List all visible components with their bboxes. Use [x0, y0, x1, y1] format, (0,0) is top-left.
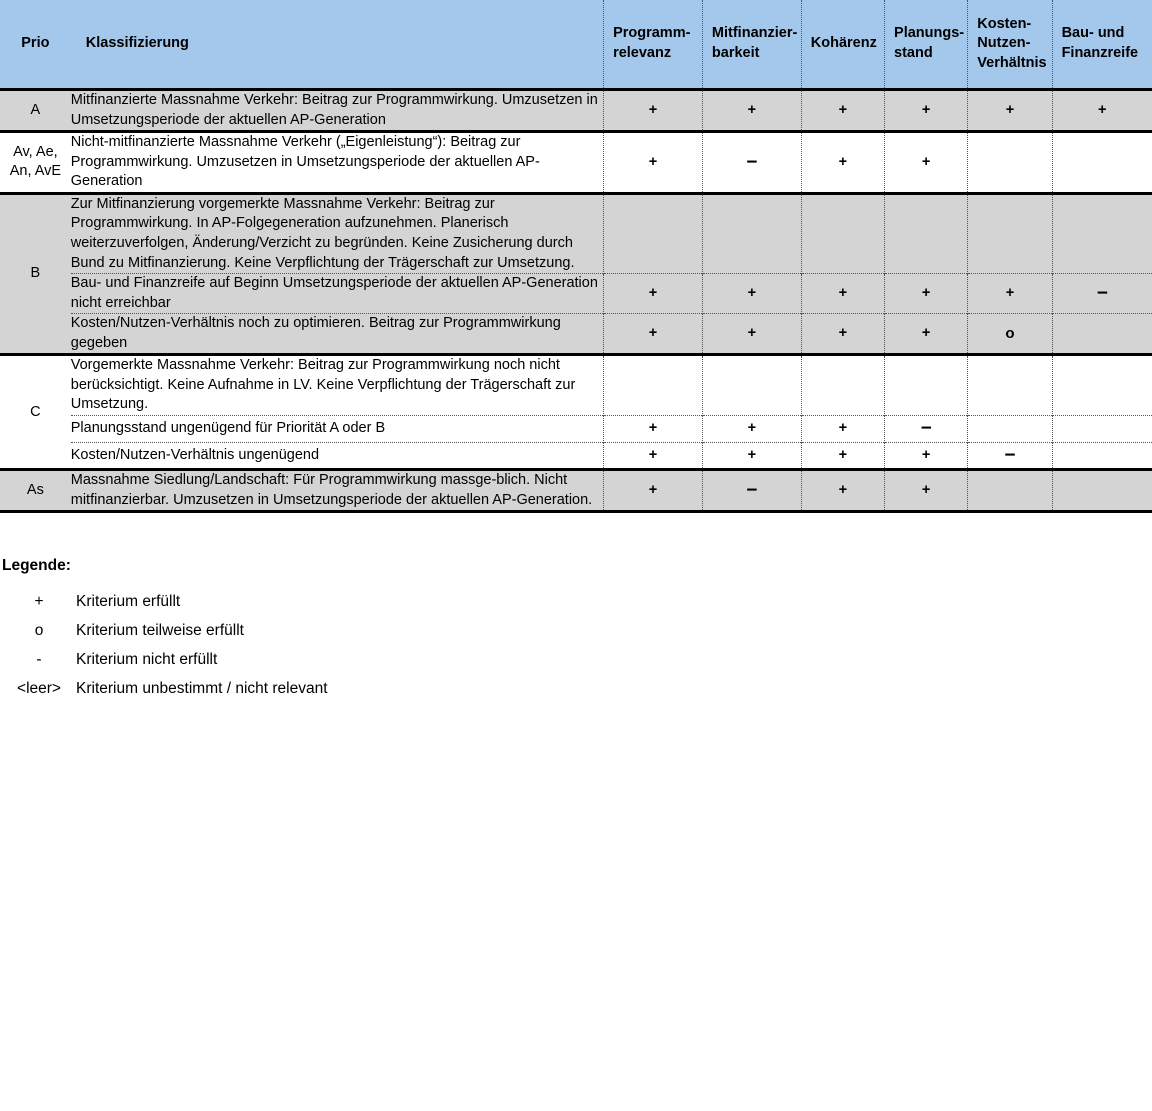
column-header-prio-label: Prio [21, 35, 50, 52]
criterion-mark-cell: − [1052, 274, 1152, 314]
criterion-mark-cell: + [885, 90, 968, 132]
column-header-bau-finanzreife-line1: Bau- und [1061, 25, 1125, 42]
classification-description-cell: Nicht-mitfinanzierte Massnahme Verkehr („Eigenleistung“): Beitrag zur Programmwirkung. Umzusetzen in Umsetzungsperiode der aktuellen AP-Generation [71, 132, 604, 194]
criterion-mark-cell [702, 355, 801, 416]
legend-symbol: <leer> [17, 680, 61, 698]
criterion-mark-cell: + [801, 314, 884, 355]
criterion-mark-cell [1052, 442, 1152, 470]
legend-symbol: - [36, 651, 42, 669]
criterion-mark-cell: + [885, 274, 968, 314]
legend-text: Kriterium erfüllt [76, 593, 181, 611]
criterion-mark-cell: + [968, 90, 1052, 132]
criterion-mark-cell [1052, 132, 1152, 194]
criterion-mark-cell: + [604, 442, 703, 470]
criterion-mark-cell [1052, 470, 1152, 512]
criterion-mark-cell: + [604, 470, 703, 512]
prio-label-line: B [30, 265, 41, 282]
legend-entry [2, 680, 1152, 698]
criterion-mark-cell: + [604, 314, 703, 355]
criterion-mark-cell: + [885, 132, 968, 194]
criterion-mark-cell [968, 193, 1052, 273]
legend-entry [2, 593, 1152, 611]
legend-text: Kriterium nicht erfüllt [76, 651, 218, 669]
column-header-prio [0, 0, 71, 90]
criterion-mark-cell [885, 355, 968, 416]
criterion-mark-cell: + [604, 90, 703, 132]
legend [0, 557, 1152, 698]
criterion-mark-cell: + [885, 314, 968, 355]
legend-text: Kriterium unbestimmt / nicht relevant [76, 680, 328, 698]
table-row [0, 470, 1152, 512]
column-header-programmrelevanz [604, 0, 703, 90]
table-row [0, 90, 1152, 132]
criterion-mark-cell: + [885, 470, 968, 512]
criterion-mark-cell: − [885, 416, 968, 443]
criterion-mark-cell: + [702, 314, 801, 355]
criterion-mark-cell: − [968, 442, 1052, 470]
criterion-mark-cell [1052, 314, 1152, 355]
column-header-mitfinanzierbarkeit-line1: Mitfinanzier- [711, 25, 798, 42]
table-row [0, 193, 1152, 273]
prio-label-line: Av, Ae, [13, 143, 58, 160]
criterion-mark-cell [968, 416, 1052, 443]
criterion-mark-cell [702, 193, 801, 273]
prio-label-line: C [30, 403, 41, 420]
criterion-mark-cell: + [968, 274, 1052, 314]
column-header-bau-und-finanzreife [1052, 0, 1152, 90]
criterion-mark-cell [801, 355, 884, 416]
prio-cell [0, 90, 71, 132]
column-header-programmrelevanz-line2: relevanz [613, 45, 672, 61]
criterion-mark-cell: + [801, 442, 884, 470]
column-header-klassifizierung-label: Klassifizierung [85, 35, 189, 52]
header-row [0, 0, 1152, 90]
prio-cell [0, 470, 71, 512]
prio-label-line: An, AvE [9, 163, 62, 180]
column-header-planungsstand-line1: Planungs- [894, 25, 965, 42]
legend-entry [2, 651, 1152, 669]
column-header-planungsstand [885, 0, 968, 90]
criterion-mark-cell: + [801, 416, 884, 443]
criterion-mark-cell [604, 355, 703, 416]
prio-cell [0, 355, 71, 470]
criterion-mark-cell [1052, 416, 1152, 443]
criterion-mark-cell [968, 355, 1052, 416]
classification-description-cell: Massnahme Siedlung/Landschaft: Für Programmwirkung massge-blich. Nicht mitfinanzierbar. Umzusetzen in Umsetzungsperiode der aktuellen AP-Generation. [71, 470, 604, 512]
criterion-mark-cell: + [604, 274, 703, 314]
column-header-bau-finanzreife-line2: Finanzreife [1061, 45, 1139, 61]
prio-label-line: A [30, 101, 41, 118]
prio-label-line: As [26, 482, 44, 499]
column-header-mitfinanzierbarkeit [702, 0, 801, 90]
criterion-mark-cell: + [1052, 90, 1152, 132]
criterion-mark-cell [604, 193, 703, 273]
criterion-mark-cell: − [702, 470, 801, 512]
table-row [0, 132, 1152, 194]
criterion-mark-cell [968, 132, 1052, 194]
legend-symbol: + [34, 593, 44, 611]
criterion-mark-cell [1052, 355, 1152, 416]
table-row [0, 274, 1152, 314]
criterion-mark-cell: + [702, 416, 801, 443]
classification-description-cell: Kosten/Nutzen-Verhältnis ungenügend [71, 442, 604, 470]
legend-entry [2, 622, 1152, 640]
classification-description-cell: Bau- und Finanzreife auf Beginn Umsetzungsperiode der aktuellen AP-Generation nicht erreichbar [71, 274, 604, 314]
criterion-mark-cell: − [702, 132, 801, 194]
table-row [0, 416, 1152, 443]
legend-text: Kriterium teilweise erfüllt [76, 622, 244, 640]
criterion-mark-cell: + [801, 470, 884, 512]
criterion-mark-cell: + [604, 416, 703, 443]
criterion-mark-cell: o [968, 314, 1052, 355]
criterion-mark-cell: + [885, 442, 968, 470]
legend-title: Legende: [2, 557, 71, 575]
classification-description-cell: Vorgemerkte Massnahme Verkehr: Beitrag zur Programmwirkung noch nicht berücksichtigt. Keine Aufnahme in LV. Keine Verpflichtung der Trägerschaft zur Umsetzung. [71, 355, 604, 416]
prio-cell [0, 132, 71, 194]
column-header-mitfinanzierbarkeit-line2: barkeit [711, 45, 760, 61]
column-header-kosten-nutzen-line2: Verhältnis [977, 54, 1047, 71]
legend-entries [2, 593, 1152, 698]
column-header-kosten-nutzen-verhaeltnis [968, 0, 1052, 90]
criterion-mark-cell [801, 193, 884, 273]
criterion-mark-cell: + [702, 90, 801, 132]
criterion-mark-cell: + [702, 274, 801, 314]
classification-description-cell: Kosten/Nutzen-Verhältnis noch zu optimieren. Beitrag zur Programmwirkung gegeben [71, 314, 604, 355]
table-header [0, 0, 1152, 90]
table-row [0, 355, 1152, 416]
criterion-mark-cell [968, 470, 1052, 512]
criterion-mark-cell [1052, 193, 1152, 273]
column-header-kosten-nutzen-line1: Nutzen- [977, 35, 1031, 52]
criterion-mark-cell: + [604, 132, 703, 194]
criterion-mark-cell [885, 193, 968, 273]
criterion-mark-cell: + [801, 90, 884, 132]
criterion-mark-cell: + [702, 442, 801, 470]
classification-description-cell: Zur Mitfinanzierung vorgemerkte Massnahme Verkehr: Beitrag zur Programmwirkung. In AP-Folgegeneration aufzunehmen. Planerisch weiterzuverfolgen, Änderung/Verzicht zu begründen. Keine Zusicherung durch Bund zu Mitfinanzierung. Keine Verpflichtung der Trägerschaft zur Umsetzung. [71, 193, 604, 273]
table-row [0, 314, 1152, 355]
column-header-programmrelevanz-line1: Programm- [613, 25, 691, 42]
criterion-mark-cell: + [801, 274, 884, 314]
column-header-kosten-nutzen-line0: Kosten- [977, 15, 1032, 32]
priority-classification-table [0, 0, 1152, 513]
column-header-klassifizierung [71, 0, 604, 90]
column-header-kohaerenz [801, 0, 884, 90]
prio-cell [0, 193, 71, 355]
column-header-kohaerenz-label: Kohärenz [810, 35, 877, 52]
classification-description-cell: Mitfinanzierte Massnahme Verkehr: Beitrag zur Programmwirkung. Umzusetzen in Umsetzungsperiode der aktuellen AP-Generation [71, 90, 604, 132]
column-header-planungsstand-line2: stand [894, 45, 933, 61]
criterion-mark-cell: + [801, 132, 884, 194]
legend-symbol: o [34, 622, 44, 640]
table-row [0, 442, 1152, 470]
table-body [0, 90, 1152, 512]
classification-description-cell: Planungsstand ungenügend für Priorität A oder B [71, 416, 604, 443]
